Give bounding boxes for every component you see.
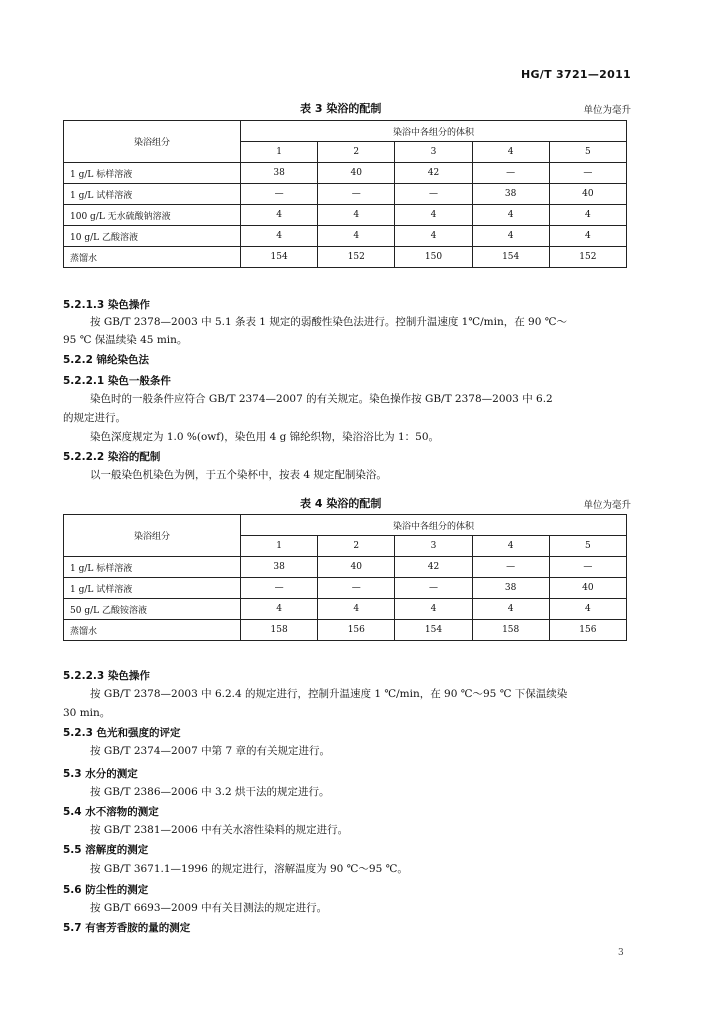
table4-unit: 单位为毫升 [583,500,631,511]
table-cell: 38 [472,578,549,599]
table-cell: 150 [395,247,472,268]
table-row [64,163,627,184]
section-5-5-text: 按 GB/T 3671.1—1996 的规定进行，溶解温度为 90 ℃～95 ℃。 [90,863,408,875]
table-cell: — [241,578,318,599]
section-5-4-text: 按 GB/T 2381—2006 中有关水溶性染料的规定进行。 [90,824,349,836]
table-cell: 4 [549,205,626,226]
table-row [64,620,627,641]
table-row [64,557,627,578]
section-5-2-2-3-heading: 5.2.2.3 染色操作 [63,670,150,682]
standard-number: HG/T 3721—2011 [520,68,631,81]
table-cell: — [241,184,318,205]
table4-col-header: 3 [395,536,472,557]
section-5-5-heading: 5.5 溶解度的测定 [63,844,149,856]
table-cell: 4 [241,226,318,247]
row-label: 1 g/L 标样溶液 [64,557,241,578]
section-5-6-heading: 5.6 防尘性的测定 [63,884,149,896]
row-label: 1 g/L 试样溶液 [64,578,241,599]
section-5-2-2-1-text: 染色时的一般条件应符合 GB/T 2374—2007 的有关规定。染色操作按 GB/T 2378—2003 中 6.2 [90,393,553,405]
section-5-2-2-1-text-2: 染色深度规定为 1.0 %(owf)，染色用 4 g 锦纶织物，染浴浴比为 1：50。 [90,431,440,443]
table-cell: 40 [318,163,395,184]
table-row [64,599,627,620]
table3-col-header: 3 [395,142,472,163]
table4-col-header: 4 [472,536,549,557]
table-row [64,205,627,226]
table3-header-row [64,121,627,142]
table4-caption: 表 4 染浴的配制 [300,497,382,510]
row-label: 50 g/L 乙酸铵溶液 [64,599,241,620]
table4-col-header: 2 [318,536,395,557]
table-cell: 4 [241,205,318,226]
table-cell: 4 [472,599,549,620]
section-5-3-text: 按 GB/T 2386—2006 中 3.2 烘干法的规定进行。 [90,786,330,798]
table-cell: — [549,163,626,184]
row-label: 1 g/L 试样溶液 [64,184,241,205]
section-5-6-text: 按 GB/T 6693—2009 中有关目测法的规定进行。 [90,902,328,914]
table4-header-row [64,515,627,536]
table-cell: 4 [318,205,395,226]
section-5-2-3-text: 按 GB/T 2374—2007 中第 7 章的有关规定进行。 [90,745,330,757]
table3-group-header: 染浴组分 [64,121,241,163]
table-cell: — [472,163,549,184]
table-cell: 4 [241,599,318,620]
row-label: 10 g/L 乙酸溶液 [64,226,241,247]
table-cell: 42 [395,163,472,184]
row-label: 100 g/L 无水硫酸钠溶液 [64,205,241,226]
table-cell: 154 [241,247,318,268]
section-5-2-1-3-text-cont: 95 ℃ 保温续染 45 min。 [63,334,188,346]
table-cell: — [549,557,626,578]
table3-col-header: 1 [241,142,318,163]
section-5-2-2-2-text: 以一般染色机染色为例，于五个染杯中，按表 4 规定配制染浴。 [90,469,387,481]
table-cell: 40 [318,557,395,578]
section-5-7-heading: 5.7 有害芳香胺的量的测定 [63,922,191,934]
table-cell: 154 [472,247,549,268]
table-cell: — [395,578,472,599]
section-5-2-2-heading: 5.2.2 锦纶染色法 [63,354,150,366]
table3-volume-header: 染浴中各组分的体积 [241,121,627,142]
table-cell: 4 [549,226,626,247]
table3-caption: 表 3 染浴的配制 [300,102,382,115]
table4-col-header: 1 [241,536,318,557]
table-cell: — [395,184,472,205]
section-5-2-1-3-heading: 5.2.1.3 染色操作 [63,299,150,311]
table3-col-header: 4 [472,142,549,163]
table3 [63,120,627,268]
table3-unit: 单位为毫升 [583,105,631,116]
table3-col-header: 2 [318,142,395,163]
table-row [64,578,627,599]
table-cell: — [472,557,549,578]
table-cell: 40 [549,184,626,205]
section-5-2-2-1-heading: 5.2.2.1 染色一般条件 [63,375,171,387]
section-5-2-2-3-text-cont: 30 min。 [63,707,111,719]
table-cell: 4 [318,226,395,247]
table3-col-header: 5 [549,142,626,163]
section-5-2-3-heading: 5.2.3 色光和强度的评定 [63,727,181,739]
table-cell: 40 [549,578,626,599]
page-number: 3 [618,948,624,958]
row-label: 蒸馏水 [64,620,241,641]
table-cell: 4 [472,226,549,247]
table-cell: 4 [395,226,472,247]
table-cell: 4 [549,599,626,620]
row-label: 1 g/L 标样溶液 [64,163,241,184]
table-cell: 4 [318,599,395,620]
table-cell: 4 [395,599,472,620]
table-cell: 42 [395,557,472,578]
table-cell: — [318,578,395,599]
table-cell: 38 [241,163,318,184]
table-row [64,226,627,247]
table-cell: 38 [472,184,549,205]
section-5-2-2-1-text-cont: 的规定进行。 [63,412,126,424]
table-cell: 156 [318,620,395,641]
table-cell: 158 [241,620,318,641]
table4-group-header: 染浴组分 [64,515,241,557]
section-5-2-1-3-text: 按 GB/T 2378—2003 中 5.1 条表 1 规定的弱酸性染色法进行。控制升温速度 1℃/min，在 90 ℃～ [90,316,567,328]
table-cell: 38 [241,557,318,578]
table4-volume-header: 染浴中各组分的体积 [241,515,627,536]
section-5-3-heading: 5.3 水分的测定 [63,768,138,780]
table-cell: 152 [318,247,395,268]
section-5-2-2-3-text: 按 GB/T 2378—2003 中 6.2.4 的规定进行，控制升温速度 1 ℃/min，在 90 ℃～95 ℃ 下保温续染 [90,688,568,700]
table-row [64,184,627,205]
table-cell: 156 [549,620,626,641]
table-cell: 152 [549,247,626,268]
section-5-2-2-2-heading: 5.2.2.2 染浴的配制 [63,451,161,463]
table-cell: 4 [472,205,549,226]
table4 [63,514,627,641]
table-cell: 4 [395,205,472,226]
table-row [64,247,627,268]
table-cell: 154 [395,620,472,641]
table-cell: 158 [472,620,549,641]
row-label: 蒸馏水 [64,247,241,268]
section-5-4-heading: 5.4 水不溶物的测定 [63,806,159,818]
table4-col-header: 5 [549,536,626,557]
table-cell: — [318,184,395,205]
